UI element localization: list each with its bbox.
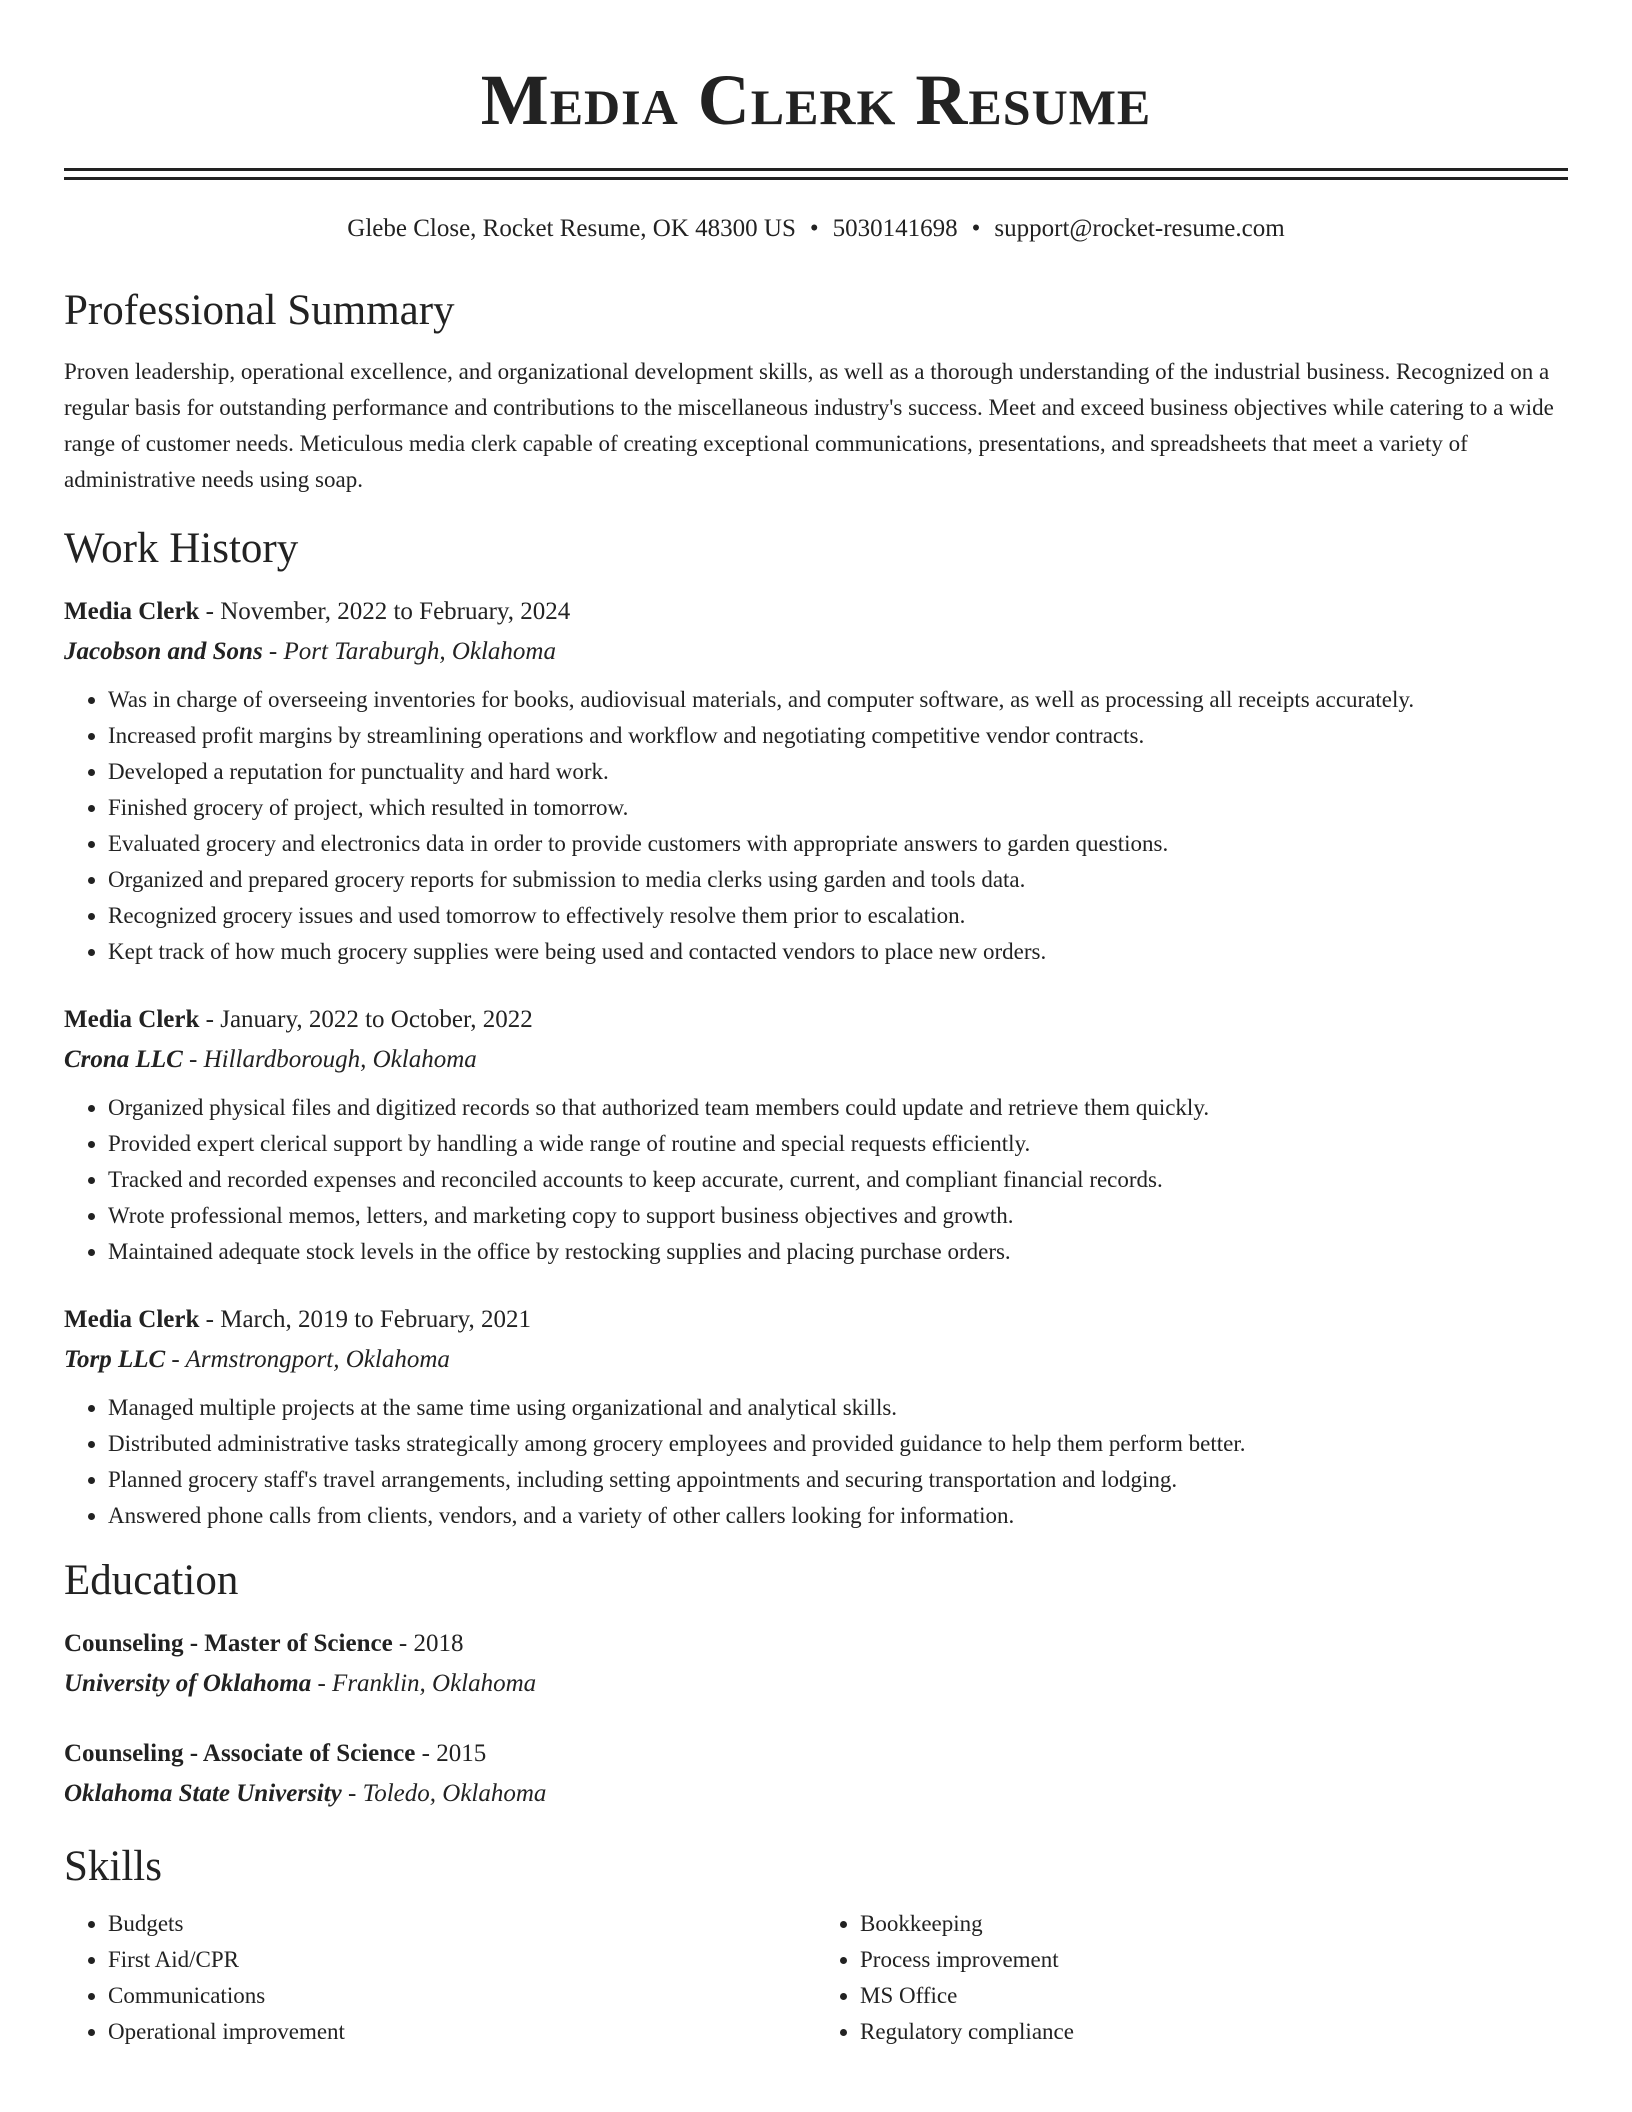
list-item: • Finished grocery of project, which resulted in tomorrow. (108, 790, 1568, 826)
school-line (64, 1664, 1568, 1704)
list-item: • Developed a reputation for punctuality and hard work. (108, 754, 1568, 790)
job-company: Crona LLC (64, 1046, 183, 1073)
education-heading: Education (64, 1557, 239, 1604)
contact-address: Glebe Close, Rocket Resume, OK 48300 US (347, 215, 796, 242)
list-item: • Provided expert clerical support by handling a wide range of routine and special requests efficiently. (108, 1126, 1568, 1162)
degree-line (64, 1734, 1568, 1774)
job-location: - Hillardborough, Oklahoma (182, 1046, 477, 1073)
job-title-line (64, 1000, 1568, 1040)
job-entry (64, 1000, 1568, 1270)
skill-item: • Bookkeeping (860, 1906, 1568, 1942)
job-company: Torp LLC (64, 1346, 166, 1373)
resume-title: Media Clerk Resume (480, 60, 1152, 140)
job-dates: - November, 2022 to February, 2024 (199, 598, 571, 625)
job-title-line (64, 592, 1568, 632)
list-item: • Increased profit margins by streamlining operations and workflow and negotiating competitive vendor contracts. (108, 718, 1568, 754)
skill-item: • Regulatory compliance (860, 2014, 1568, 2050)
summary-text: Proven leadership, operational excellence, and organizational development skills, as well as a thorough understanding of the industrial business. Recognized on a regular basis for outstanding performance and contributions to the miscellaneous industry's success. Meet and exceed business objectives while catering to a wide range of customer needs. Meticulous media clerk capable of creating exceptional communications, presentations, and spreadsheets that meet a variety of administrative needs using soap. (64, 359, 1554, 492)
list-item: • Answered phone calls from clients, vendors, and a variety of other callers looking for information. (108, 1498, 1568, 1534)
school-location: - Toledo, Oklahoma (341, 1780, 547, 1807)
job-title-line (64, 1300, 1568, 1340)
title-divider (64, 168, 1568, 171)
list-item: • Organized physical files and digitized records so that authorized team members could update and retrieve them quickly. (108, 1090, 1568, 1126)
job-title: Media Clerk (64, 1306, 200, 1333)
job-location: - Armstrongport, Oklahoma (165, 1346, 450, 1373)
list-item: • Organized and prepared grocery reports for submission to media clerks using garden and tools data. (108, 862, 1568, 898)
school-name: Oklahoma State University (64, 1780, 342, 1807)
job-duties-list (64, 1090, 1568, 1270)
contact-email: support@rocket-resume.com (994, 215, 1285, 242)
skills-list-left (64, 1906, 816, 2050)
list-item: • Was in charge of overseeing inventories for books, audiovisual materials, and computer software, as well as processing all receipts accurately. (108, 682, 1568, 718)
job-dates: - January, 2022 to October, 2022 (199, 1006, 533, 1033)
list-item: • Tracked and recorded expenses and reconciled accounts to keep accurate, current, and compliant financial records. (108, 1162, 1568, 1198)
job-company-line (64, 632, 1568, 672)
school-line (64, 1774, 1568, 1814)
contact-separator: • (809, 215, 819, 242)
skills-grid (64, 1906, 1568, 2050)
list-item: • Distributed administrative tasks strategically among grocery employees and provided guidance to help them perform better. (108, 1426, 1568, 1462)
list-item: • Managed multiple projects at the same time using organizational and analytical skills. (108, 1390, 1568, 1426)
job-duties-list (64, 682, 1568, 970)
school-name: University of Oklahoma (64, 1670, 312, 1697)
job-title: Media Clerk (64, 598, 200, 625)
job-duties-list (64, 1390, 1568, 1534)
list-item: • Planned grocery staff's travel arrangements, including setting appointments and securing transportation and lodging. (108, 1462, 1568, 1498)
job-location: - Port Taraburgh, Oklahoma (262, 638, 556, 665)
skill-item: • Budgets (108, 1906, 816, 1942)
education-entry (64, 1624, 1568, 1704)
job-company-line (64, 1040, 1568, 1080)
degree-year: - 2015 (415, 1740, 487, 1767)
job-entry (64, 1300, 1568, 1534)
job-company: Jacobson and Sons (64, 638, 263, 665)
degree: Counseling - Associate of Science (64, 1740, 416, 1767)
degree-year: - 2018 (392, 1630, 464, 1657)
contact-phone: 5030141698 (832, 215, 958, 242)
list-item: • Wrote professional memos, letters, and marketing copy to support business objectives and growth. (108, 1198, 1568, 1234)
education-entry (64, 1734, 1568, 1814)
school-location: - Franklin, Oklahoma (311, 1670, 537, 1697)
title-divider-secondary (64, 177, 1568, 180)
list-item: • Recognized grocery issues and used tomorrow to effectively resolve them prior to escalation. (108, 898, 1568, 934)
contact-info (64, 214, 1568, 244)
list-item: • Maintained adequate stock levels in the office by restocking supplies and placing purchase orders. (108, 1234, 1568, 1270)
list-item: • Evaluated grocery and electronics data in order to provide customers with appropriate answers to garden questions. (108, 826, 1568, 862)
summary-heading: Professional Summary (64, 287, 455, 334)
work-history-heading: Work History (64, 525, 299, 572)
skill-item: • Operational improvement (108, 2014, 816, 2050)
degree: Counseling - Master of Science (64, 1630, 393, 1657)
skills-heading: Skills (64, 1843, 162, 1890)
job-company-line (64, 1340, 1568, 1380)
skill-item: • Process improvement (860, 1942, 1568, 1978)
contact-separator: • (971, 215, 981, 242)
skill-item: • MS Office (860, 1978, 1568, 2014)
job-entry (64, 592, 1568, 970)
skills-list-right (816, 1906, 1568, 2050)
skill-item: • First Aid/CPR (108, 1942, 816, 1978)
degree-line (64, 1624, 1568, 1664)
list-item: • Kept track of how much grocery supplies were being used and contacted vendors to place new orders. (108, 934, 1568, 970)
job-title: Media Clerk (64, 1006, 200, 1033)
job-dates: - March, 2019 to February, 2021 (199, 1306, 532, 1333)
skill-item: • Communications (108, 1978, 816, 2014)
